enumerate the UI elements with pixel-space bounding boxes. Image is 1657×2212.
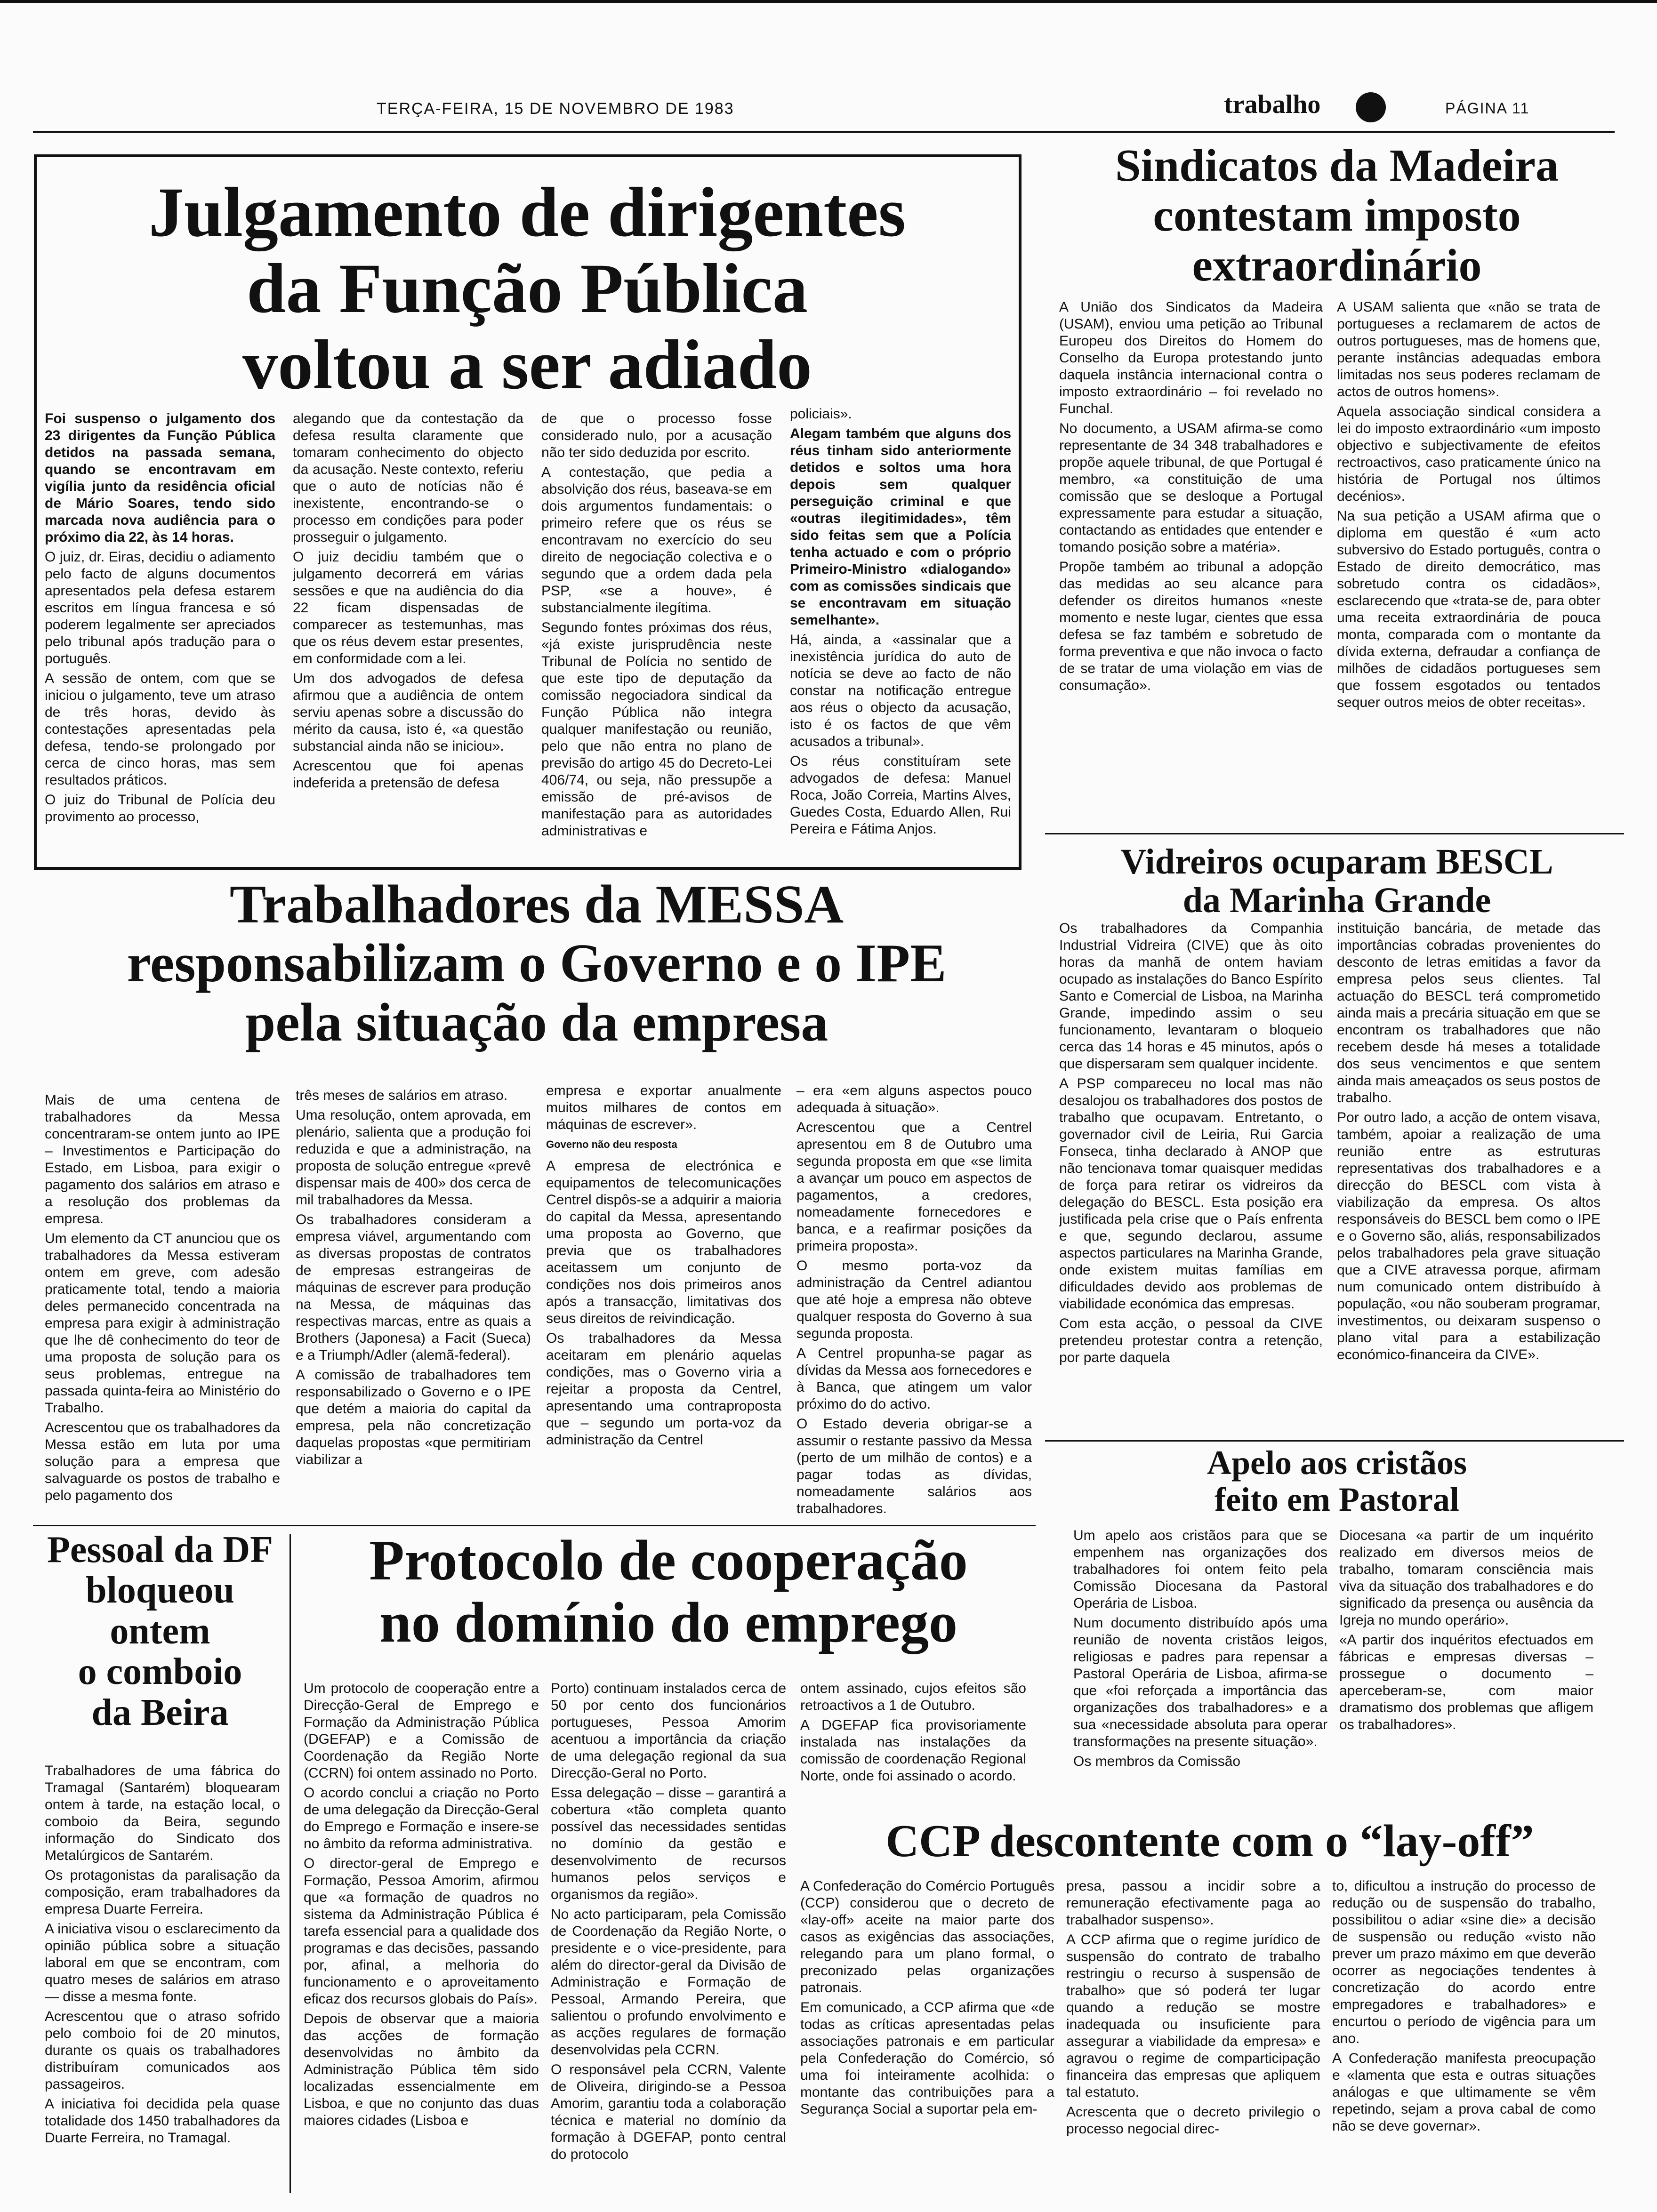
- headline-line: ontem: [110, 1610, 210, 1652]
- headline-ccp: [800, 1817, 1619, 1867]
- section-rule: [33, 1525, 1036, 1526]
- article-column: [541, 410, 772, 862]
- subheading: Governo não deu resposta: [546, 1138, 677, 1150]
- paragraph: Os réus constituíram sete advogados de defesa: Manuel Roca, João Correia, Martins Alves, Guedes Costa, Eduardo Allen, Rui Pereira e Fátima Anjos.: [790, 753, 1011, 837]
- top-border: [0, 0, 1657, 3]
- paragraph: A comissão de trabalhadores tem responsabilizado o Governo e o IPE que detém a maioria do capital da empresa, pela não concretização daquelas propostas «que permitiriam viabilizar a: [296, 1367, 531, 1467]
- article-column: [1332, 1878, 1596, 2198]
- paragraph: instituição bancária, de metade das importâncias cobradas provenientes do desconto de letras emitidas a favor da empresa pelos seus clientes. Tal actuação do BESCL terá comprometido ainda mais a precária situação em que se encontram os trabalhadores que não recebem desde há meses a totalidade dos seus vencimentos e que sentem ainda mais ameaçados os seus postos de trabalho.: [1337, 921, 1601, 1106]
- paragraph: O juiz decidiu também que o julgamento decorrerá em várias sessões e que na audiência do dia 22 ficam dispensadas de comparecer as testemunhas, mas que os réus devem estar presentes, em conformidade com a lei.: [293, 549, 523, 666]
- section-rule: [1045, 1440, 1624, 1442]
- paragraph: três meses de salários em atraso.: [296, 1088, 508, 1103]
- paragraph: O acordo conclui a criação no Porto de uma delegação da Direcção-Geral do Emprego e Formação e insere-se no âmbito da reforma administrativa.: [304, 1785, 539, 1851]
- headline-line: Julgamento de dirigentes: [148, 173, 906, 251]
- article-column: [45, 410, 275, 862]
- article-column: [551, 1680, 786, 2198]
- paragraph: Mais de uma centena de trabalhadores da Messa concentraram-se ontem junto ao IPE – Investimentos e Participação do Estado, em Lisboa, para exigir o pagamento dos salários em atraso e a resolução dos problemas da empresa.: [45, 1092, 280, 1226]
- paragraph: Uma resolução, ontem aprovada, em plenário, salienta que a produção foi reduzida e que a administração, na proposta de solução entregue «prevê dispensar mais de 400» dos cerca de mil trabalhadores da Messa.: [296, 1107, 531, 1208]
- headline-line: Protocolo de cooperação: [369, 1529, 968, 1592]
- headline-line: o comboio: [78, 1651, 242, 1693]
- article-column: [45, 1092, 280, 1525]
- headline-line: Vidreiros ocuparam BESCL: [1120, 842, 1553, 882]
- paragraph: O responsável pela CCRN, Valente de Oliveira, dirigindo-se a Pessoa Amorim, garantiu toda a colaboração técnica e material no domínio da formação à DGEFAP, ponto central do protocolo: [551, 2062, 786, 2162]
- headline-line: Sindicatos da Madeira: [1115, 140, 1559, 191]
- article-column: [296, 1087, 531, 1525]
- paragraph: No documento, a USAM afirma-se como representante de 34 348 trabalhadores e propõe aquele tribunal, de que Portugal é membro, «a constituição de uma comissão que se desloque a Portugal expressamente para estudar a situação, contactando as entidades que entender e tomando posição sobre a matéria».: [1059, 421, 1323, 555]
- paragraph: Acrescentou que a Centrel apresentou em 8 de Outubro uma segunda proposta em que «se limita a avançar um pouco em aspectos de pagamentos, a credores, nomeadamente fornecedores e banca, e a reafirmar posições da primeira proposta».: [796, 1120, 1032, 1254]
- headline-line: Trabalhadores da MESSA: [229, 874, 844, 935]
- headline-line: bloqueou: [86, 1570, 234, 1611]
- paragraph: Com esta acção, o pessoal da CIVE pretendeu protestar contra a retenção, por parte daquela: [1059, 1316, 1323, 1365]
- headline-line: da Beira: [91, 1691, 229, 1733]
- paragraph: Diocesana «a partir de um inquérito realizado em diversos meios de trabalho, tomaram consciência mais viva da situação dos trabalhadores e do significado da presença ou ausência da Igreja no mundo operário».: [1339, 1528, 1593, 1628]
- paragraph: Essa delegação – disse – garantirá a cobertura «tão completa quanto possível das necessidades sentidas no domínio da gestão e desenvolvimento de recursos humanos pelos serviços e organismos da região».: [551, 1785, 786, 1902]
- paragraph: «A partir dos inquéritos efectuados em fábricas e empresas diversas – prossegue o documento – aperceberam-se, com maior dramatismo dos problemas que afligem os trabalhadores».: [1339, 1632, 1593, 1732]
- paragraph: Um dos advogados de defesa afirmou que a audiência de ontem serviu apenas sobre a discussão do mérito da causa, isto é, «a questão substancial ainda não se iniciou».: [293, 671, 523, 754]
- headline-protocolo: [301, 1530, 1036, 1654]
- masthead-logo: trabalho: [1224, 90, 1321, 119]
- paragraph: Um elemento da CT anunciou que os trabalhadores da Messa estiveram ontem em greve, com adesão praticamente total, tendo a maioria deles permanecido concentrada na empresa para exigir à administração que lhe dê conhecimento do teor de uma proposta de solução para os seus problemas, entregue na passada quinta-feira ao Ministério do Trabalho.: [45, 1231, 280, 1416]
- article-column: [1337, 299, 1601, 821]
- paragraph: A União dos Sindicatos da Madeira (USAM), enviou uma petição ao Tribunal Europeu dos Direitos do Homem do Conselho da Europa protestando junto daquela instância internacional contra o imposto extraordinário – foi revelado no Funchal.: [1059, 299, 1323, 417]
- paragraph: Em comunicado, a CCP afirma que «de todas as críticas apresentadas pelas associações patronais e em particular pela Confederação do Comércio, só uma foi inteiramente acolhida: o montante das contribuições para a Segurança Social a suportar pela em-: [800, 2000, 1054, 2117]
- article-column: [304, 1680, 539, 2198]
- article-column: [800, 1680, 1026, 1821]
- paragraph: A sessão de ontem, com que se iniciou o julgamento, teve um atraso de três horas, devido às contestações apresentadas pela defesa, tendo-se prolongado por cerca de cinco horas, mas sem resultados práticos.: [45, 671, 275, 788]
- paragraph: Segundo fontes próximas dos réus, «já existe jurisprudência neste Tribunal de Polícia no sentido de que este tipo de deputação da comissão negociadora sindical da Função Pública não integra qualquer manifestação ou reunião, pelo que não entra no plano de previsão do artigo 45 do Decreto-Lei 406/74, ou seja, não pressupõe a emissão de pré-avisos de manifestação para as autoridades administrativas e: [541, 620, 772, 839]
- headline-line: pela situação da empresa: [245, 992, 828, 1053]
- paragraph: A empresa de electrónica e equipamentos de telecomunicações Centrel dispôs-se a adquirir a maioria do capital da Messa, apresentando uma proposta ao Governo, que previa que os trabalhadores aceitassem um conjunto de condições nos dois primeiros anos após a transacção, limitativas dos seus direitos de reivindicação.: [546, 1158, 781, 1326]
- paragraph: A Confederação manifesta preocupação e «lamenta que esta e outras situações análogas e que ultimamente se vêm repetindo, sejam a prova cabal de como não se deve governar».: [1332, 2051, 1596, 2134]
- paragraph: Acrescenta que o decreto privilegio o processo negocial direc-: [1066, 2104, 1320, 2137]
- headline-line: da Função Pública: [247, 249, 808, 328]
- lead-paragraph: Alegam também que alguns dos réus tinham sido anteriormente detidos e soltos uma hora depois sem qualquer perseguição criminal e que «outras ilegitimidades», têm sido feitas sem que a Polícia tenha actuado e com o próprio Primeiro-Ministro «dialogando» com as comissões sindicais que se encontravam em situação semelhante».: [790, 426, 1011, 628]
- lead-paragraph: Foi suspenso o julgamento dos 23 dirigentes da Função Pública detidos na passada semana, quando se encontravam em vigília junto da residência oficial de Mário Soares, tendo sido marcada nova audiência para o próximo dia 22, às 14 horas.: [45, 411, 275, 545]
- paragraph: Acrescentou que foi apenas indeferida a pretensão de defesa: [293, 758, 523, 791]
- paragraph: to, dificultou a instrução do processo de redução ou de suspensão do trabalho, possibilitou o adiar «sine die» a decisão de suspensão ou redução «visto não prever um prazo máximo em que deverão ocorrer as negociações tendentes à concretização do acordo entre empregadores e trabalhadores» e encurtou o período de vigência para um ano.: [1332, 1878, 1596, 2046]
- paragraph: A PSP compareceu no local mas não desalojou os trabalhadores dos postos de trabalho que ocupavam. Entretanto, o governador civil de Leiria, Rui Garcia Fonseca, tinha declarado à ANOP que não tencionava tomar quaisquer medidas de força para retirar os vidreiros da delegação do BESCL. Esta posição era justificada pela crise que o País enfrenta e que, segundo declarou, assume aspectos particulares na Marinha Grande, onde existem muitas famílias em dificuldades devido aos problemas de viabilidade económica das empresas.: [1059, 1076, 1323, 1312]
- masthead-emblem-icon: [1356, 92, 1386, 122]
- section-rule: [1045, 833, 1624, 834]
- paragraph: Por outro lado, a acção de ontem visava, também, apoiar a realização de uma reunião entre as estruturas representativas dos trabalhadores e a direcção do BESCL com vista à viabilização da empresa. Os altos responsáveis do BESCL bem como o IPE e o Governo são, aliás, responsabilizados pelos trabalhadores pela grave situação que a CIVE atravessa porque, afirmam num comunicado ontem distribuído à população, «ou não souberam programar, investimentos, ou deixaram suspenso o plano vital para a estabilização económico-financeira da CIVE».: [1337, 1110, 1601, 1362]
- paragraph: O director-geral de Emprego e Formação, Pessoa Amorim, afirmou que «a formação de quadros no sistema da Administração Pública é tarefa essencial para a qualidade dos programas e das decisões, passando por, afinal, a melhoria do funcionamento e o aproveitamento eficaz dos recursos globais do País».: [304, 1856, 539, 2007]
- paragraph: A CCP afirma que o regime jurídico de suspensão do contrato de trabalho restringiu o recurso à suspensão de trabalho» que só poderá ter lugar quando a redução se mostre inadequada ou insuficiente para assegurar a viabilidade da empresa» e agravou o regime de comparticipação financeira das empresas que apliquem tal estatuto.: [1066, 1932, 1320, 2100]
- headline-vidreiros: [1050, 842, 1624, 920]
- paragraph: A contestação, que pedia a absolvição dos réus, baseava-se em dois argumentos fundamentais: o primeiro refere que os réus se encontravam no exercício do seu direito de negociação colectiva e o segundo que a ordem dada pela PSP, «se a houve», é substancialmente ilegítima.: [541, 465, 772, 616]
- article-column: [1059, 920, 1323, 1433]
- article-column: [1073, 1527, 1327, 1814]
- headline-line: contestam imposto: [1153, 190, 1521, 241]
- paragraph: presa, passou a incidir sobre a remuneração efectivamente paga ao trabalhador suspenso».: [1066, 1878, 1320, 1928]
- paragraph: O juiz, dr. Eiras, decidiu o adiamento pelo facto de alguns documentos apresentados pela defesa estarem escritos em língua francesa e só poderem legalmente ser apreciados pelo tribunal após tradução para o português.: [45, 549, 275, 666]
- paragraph: A Centrel propunha-se pagar as dívidas da Messa aos fornecedores e à Banca, que atingem um valor próximo do do activo.: [796, 1346, 1032, 1412]
- paragraph: No acto participaram, pela Comissão de Coordenação da Região Norte, o presidente e o vice-presidente, para além do director-geral da Divisão de Administração e Formação de Pessoal, Armando Pereira, que salientou o profundo envolvimento e as acções regulares de formação desenvolvidas pela CCRN.: [551, 1907, 786, 2058]
- paragraph: de que o processo fosse considerado nulo, por a acusação não ter sido deduzida por escrito.: [541, 411, 772, 460]
- issue-date: TERÇA-FEIRA, 15 DE NOVEMBRO DE 1983: [377, 100, 734, 118]
- paragraph: alegando que da contestação da defesa resulta claramente que tomaram conhecimento do objecto da acusação. Neste contexto, referiu que o auto de notícias não é inexistente, encontrando-se o processo em condições para poder prosseguir o julgamento.: [293, 411, 523, 545]
- paragraph: Os trabalhadores da Companhia Industrial Vidreira (CIVE) que às oito horas da manhã de ontem haviam ocupado as instalações do Banco Espírito Santo e Comercial de Lisboa, na Marinha Grande, impedindo assim o seu funcionamento, levantaram o bloqueio cerca das 14 horas e 45 minutos, após o que dispersaram sem qualquer incidente.: [1059, 921, 1323, 1072]
- article-column: [800, 1878, 1054, 2198]
- paragraph: policiais».: [790, 406, 852, 422]
- paragraph: Aquela associação sindical considera a lei do imposto extraordinário «um imposto objectivo e subjectivamente de efeitos rectroactivos, caso praticamente único na história de Portugal nos últimos decénios».: [1337, 404, 1601, 504]
- paragraph: O juiz do Tribunal de Polícia deu provimento ao processo,: [45, 792, 275, 825]
- paragraph: Os trabalhadores da Messa aceitaram em plenário aquelas condições, mas o Governo viria a rejeitar a proposta da Centrel, apresentando uma contraproposta que – segundo um porta-voz da administração da Centrel: [546, 1330, 781, 1448]
- article-column: [796, 1082, 1032, 1525]
- paragraph: Os protagonistas da paralisação da composição, eram trabalhadores da empresa Duarte Ferreira.: [45, 1867, 280, 1917]
- paragraph: Um protocolo de cooperação entre a Direcção-Geral de Emprego e Formação da Administração Pública (DGEFAP) e a Comissão de Coordenação da Região Norte (CCRN) foi ontem assinado no Porto.: [304, 1681, 539, 1781]
- headline-julgamento: [42, 174, 1012, 403]
- article-column: [1339, 1527, 1593, 1814]
- paragraph: Acrescentou que o atraso sofrido pelo comboio foi de 20 minutos, durante os quais os trabalhadores distribuíram comunicados aos passageiros.: [45, 2009, 280, 2092]
- paragraph: Os trabalhadores consideram a empresa viável, argumentando com as diversas propostas de contratos de empresas estrangeiras de máquinas de escrever para produção na Messa, de máquinas das respectivas marcas, entre as quais a Brothers (Japonesa) a Facit (Sueca) e a Triumph/Adler (alemã-federal).: [296, 1212, 531, 1363]
- paragraph: Porto) continuam instalados cerca de 50 por cento dos funcionários portugueses, Pessoa Amorim acentuou a importância da criação de uma delegação regional da sua Direcção-Geral no Porto.: [551, 1681, 786, 1781]
- paragraph: – era «em alguns aspectos pouco adequada à situação».: [796, 1083, 1032, 1115]
- headline-line: da Marinha Grande: [1182, 881, 1491, 921]
- article-column: [293, 410, 523, 862]
- paragraph: Num documento distribuído após uma reunião de noventa cristãos leigos, religiosas e padres para repensar a Pastoral Operária de Lisboa, afirma-se que «foi reforçada a importância das organizações dos trabalhadores» e a sua «necessidade absoluta para operar transformações na presente situação».: [1073, 1615, 1327, 1749]
- paragraph: Trabalhadores de uma fábrica do Tramagal (Santarém) bloquearam ontem à tarde, na estação local, o comboio da Beira, segundo informação do Sindicato dos Metalúrgicos de Santarém.: [45, 1763, 280, 1863]
- paragraph: A DGEFAP fica provisoriamente instalada nas instalações da comissão de coordenação Regional Norte, onde foi assinado o acordo.: [800, 1717, 1026, 1784]
- paragraph: Um apelo aos cristãos para que se empenhem nas organizações dos trabalhadores foi ontem feito pela Comissão Diocesana da Pastoral Operária de Lisboa.: [1073, 1528, 1327, 1611]
- article-column: [1059, 299, 1323, 821]
- paragraph: A iniciativa foi decidida pela quase totalidade dos 1450 trabalhadores da Duarte Ferreira, no Tramagal.: [45, 2096, 280, 2146]
- headline-line: feito em Pastoral: [1215, 1480, 1459, 1518]
- paragraph: A USAM salienta que «não se trata de portugueses a reclamarem de actos de outros portugueses, mas de homens que, perante instâncias adequadas embora limitadas nos seus poderes reclamam de actos de outros homens».: [1337, 299, 1601, 400]
- headline-line: voltou a ser adiado: [242, 326, 812, 404]
- headline-line: CCP descontente com o “lay-off”: [885, 1816, 1534, 1867]
- paragraph: empresa e exportar anualmente muitos milhares de contos em máquinas de escrever».: [546, 1083, 781, 1132]
- headline-line: extraordinário: [1192, 240, 1482, 291]
- paragraph: Depois de observar que a maioria das acções de formação desenvolvidas no âmbito da Administração Pública têm sido localizadas essencialmente em Lisboa, e que no conjunto das duas maiores cidades (Lisboa e: [304, 2011, 539, 2128]
- paragraph: Propõe também ao tribunal a adopção das medidas ao seu alcance para defender os direitos humanos «neste momento e neste lugar, cientes que essa defesa se faz também e sobretudo de forma preventiva e que não invoca o facto de se tratar de uma violação em vias de consumação».: [1059, 559, 1323, 693]
- headline-line: Pessoal da DF: [47, 1529, 273, 1571]
- header-rule: [33, 131, 1615, 133]
- paragraph: O Estado deveria obrigar-se a assumir o restante passivo da Messa (perto de um milhão de contos) e a pagar todas as dívidas, nomeadamente salários aos trabalhadores.: [796, 1416, 1032, 1516]
- article-column: [546, 1082, 781, 1525]
- headline-messa: [42, 875, 1031, 1052]
- headline-line: Apelo aos cristãos: [1207, 1444, 1467, 1482]
- paragraph: Na sua petição a USAM afirma que o diploma em questão é «um acto subversivo do Estado português, contra o Estado de direito democrático, mas sobretudo contra os cidadãos», esclarecendo que «trata-se de, para obter uma receita extraordinária de pouca monta, comparada com o montante da dívida externa, defraudar a confiança de milhões de cidadãos portugueses sem que fossem esgotados ou tentados sequer outros meios de obter receitas».: [1337, 508, 1601, 710]
- paragraph: Há, ainda, a «assinalar que a inexistência jurídica do auto de notícia se deve ao facto de não constar na notificação entregue aos réus o objecto da acusação, isto é os factos de que vêm acusados a tribunal».: [790, 632, 1011, 749]
- article-column: [1066, 1878, 1320, 2198]
- headline-apelo: [1050, 1445, 1624, 1518]
- paragraph: A Confederação do Comércio Português (CCP) considerou que o decreto de «lay-off» aceite na maior parte dos casos as exigências das associações, relegando para um plano formal, o preconizado pelas organizações patronais.: [800, 1878, 1054, 1996]
- column-divider: [290, 1534, 291, 2193]
- article-column: [790, 406, 1011, 862]
- paragraph: O mesmo porta-voz da administração da Centrel adiantou que até hoje a empresa não obteve qualquer resposta do Governo à sua segunda proposta.: [796, 1258, 1032, 1341]
- paragraph: Os membros da Comissão: [1073, 1754, 1241, 1769]
- headline-line: responsabilizam o Governo e o IPE: [127, 933, 947, 994]
- article-column: [45, 1763, 280, 2196]
- paragraph: A iniciativa visou o esclarecimento da opinião pública sobre a situação laboral em que se encontram, com quatro meses de salários em atraso — disse a mesma fonte.: [45, 1921, 280, 2004]
- article-column: [1337, 920, 1601, 1433]
- headline-line: no domínio do emprego: [379, 1590, 958, 1654]
- paragraph: ontem assinado, cujos efeitos são retroactivos a 1 de Outubro.: [800, 1681, 1026, 1713]
- page-number: PÁGINA 11: [1445, 100, 1530, 117]
- headline-pessoal-df: [38, 1530, 282, 1733]
- headline-madeira: [1045, 141, 1629, 290]
- paragraph: Acrescentou que os trabalhadores da Messa estão em luta por uma solução para a empresa que salvaguarde os postos de trabalho e pelo pagamento dos: [45, 1420, 280, 1503]
